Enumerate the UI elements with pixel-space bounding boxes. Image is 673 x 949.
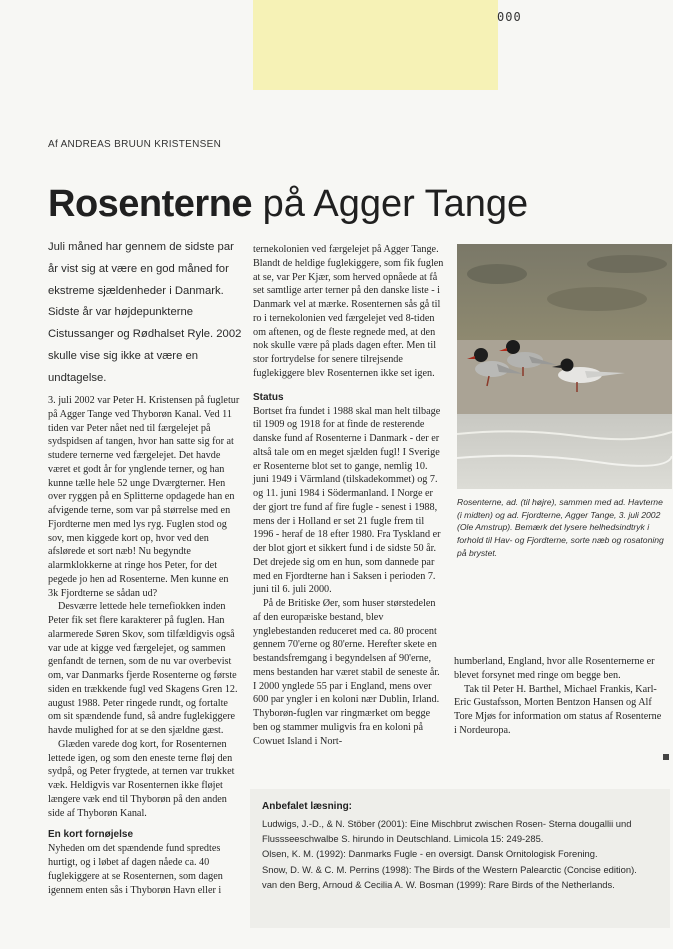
paragraph: Nyheden om det spændende fund spredtes hurtigt, og i løbet af dagen nåede ca. 40 fuglekiggere at se Rosenternen, som dagen igennem enten sås i Thyborøn Havn eller i <box>48 843 223 896</box>
paragraph: Tak til Peter H. Barthel, Michael Frankis, Karl-Eric Gustafsson, Morten Bentzon Hansen og Alf Tore Mjøs for information om status af Rosenterne i Nordeuropa. <box>454 683 662 736</box>
paragraph: humberland, England, hvor alle Rosenternerne er blevet forsynet med ringe om begge ben. <box>454 656 655 681</box>
title-bold: Rosenterne <box>48 183 253 225</box>
intro-text: Juli måned har gennem de sidste par år vist sig at være en god måned for ekstreme sjældenheder i Danmark. Sidste år var højdepunkterne Cistussanger og Rødhalset Ryle. 2002 skulle vise sig ikke at være en undtagelse. <box>48 241 242 384</box>
recommended-reading-box <box>250 789 670 928</box>
paragraph: Desværre lettede hele ternefiokken inden Peter fik set flere karakterer på fuglen. Han alarmerede Søren Skov, som tilfældigvis også var ude at kigge ved færgelejet, og sammen genfandt de ternen, som de nu var overbevist om, var Danmarks fjerde Rosenterne og første siden en trækkende fugl ved Skagens Gren 12. august 1988. Peter ringede rundt, og fortalte om sit spændende fund, så andre fuglekiggere havde mulighed for at se den sjældne gæst. <box>48 601 238 736</box>
paragraph: 3. juli 2002 var Peter H. Kristensen på fugletur på Agger Tange ved Thyborøn Kanal. Ved 11 tiden var Peter nået ned til færgelejet på sydspidsen af tangen, hvor han satte sig for at studere ternerne ved færgelejet. Det havde været et godt år for ynglende terner, og han kunne tælle hele 52 unge Dværgterner. Hen over ryggen på en Splitterne opdagede han en afvigende terne, som var på størrelse med en Fjordterne men med lys ryg. Fuglen stod og sov, men kiggede kort op, hvor ved den afslørede et sort næb! Nu begyndte alarmklokkerne at ringe hos Peter, for det pegede jo hen ad Rosenterne. Men kunne en 3k Fjordterne se sådan ud? <box>48 395 240 599</box>
column-1 <box>48 394 240 897</box>
section-heading: En kort fornøjelse <box>48 829 134 841</box>
photo-caption: Rosenterne, ad. (til højre), sammen med ad. Havterne (i midten) og ad. Fjordterne, Agger Tange, 3. juli 2002 (Ole Amstrup). Bemærk det lysere helhedsindtryk i forhold til Hav- og Fjordterne, sorte næb og rosatoning på brystet. <box>457 497 664 558</box>
paragraph: Glæden varede dog kort, for Rosenternen lettede igen, og som den eneste terne fløj den sydpå, og Peter frygtede, at ternen var trukket væk. Heldigvis var Rosenternen ikke fløjet længere væk end til Thyborøn på den anden side af Thyborøn Kanal. <box>48 738 235 819</box>
paragraph: ternekolonien ved færgelejet på Agger Tange. Blandt de heldige fuglekiggere, som fik fuglen at se, var Per Kjær, som herved opnåede at få set samtlige arter terner på den danske liste - i Danmark vel at mærke. Rosenternen sås gå til ro i ternekolonien ved færgelejet ved 8-tiden om aftenen, og de fleste regnede med, at den nok skulle være på plads dagen efter. Men til stor fortrydelse for senere tilrejsende fuglekiggere blev Rosenternen ikke set igen. <box>253 244 444 379</box>
tern-photo-image <box>457 244 672 489</box>
page-number: 000 <box>497 10 522 24</box>
column-3 <box>454 655 666 738</box>
reading-list <box>262 816 667 892</box>
paragraph: Bortset fra fundet i 1988 skal man helt tilbage til 1909 og 1918 for at finde de resterende danske fund af Rosenterne i Danmark - der er altså tale om en meget sjælden fugl! I Sverige er Rosenterne blot set to gange, nemlig 10. juni 1949 i Värmland (tilskadekommet) og 7. og 11. juni 1984 i Södermanland. I Norge er der gjort tre fund af fire fugle - senest i 1988, mens der i Holland er set 21 fugle frem til 1996 - heraf de 18 efter 1980. Fra Tyskland er der blot gjort et sikkert fund i de sidste 50 år. Det drejede sig om en hun, som dannede par med en Fjordterne han i Saksen i perioden 7. juni til 6. juli 2000. <box>253 405 441 596</box>
reading-item: Ludwigs, J.-D., & N. Stöber (2001): Eine Mischbrut zwischen Rosen- Sterna dougallii und Flussseeschwalbe S. hirundo in Deutschland. Limicola 15: 249-285. <box>262 818 632 845</box>
paragraph: På de Britiske Øer, som huser størstedelen af den europæiske bestand, blev ynglebestanden reduceret med ca. 80 procent gennem 70'erne og 80'erne. Herefter skete en bestandsfremgang i begyndelsen af 90'erne, mens bestanden har været stabil de seneste år. I 2000 ynglede 55 par i England, mens over 600 par yngler i en koloni nær Dublin, Irland. Thyborøn-fuglen var ringmærket om begge ben og stammer muligvis fra en koloni på Cowuet Island i Nort- <box>253 598 440 747</box>
sticky-note <box>253 0 498 90</box>
reading-heading: Anbefalet læsning: <box>262 801 353 812</box>
reading-item: Olsen, K. M. (1992): Danmarks Fugle - en oversigt. Dansk Ornitologisk Forening. <box>262 848 598 860</box>
tern-photo <box>457 244 672 489</box>
byline: Af ANDREAS BRUUN KRISTENSEN <box>48 139 222 150</box>
section-heading: Status <box>253 391 284 403</box>
article-title <box>48 179 528 229</box>
title-light: på Agger Tange <box>252 183 529 225</box>
column-2 <box>253 243 445 748</box>
end-mark <box>663 754 669 760</box>
reading-item: van den Berg, Arnoud & Cecilia A. W. Bosman (1999): Rare Birds of the Netherlands. <box>262 878 615 890</box>
reading-item: Snow, D. W. & C. M. Perrins (1998): The Birds of the Western Palearctic (Concise edition). <box>262 863 637 875</box>
